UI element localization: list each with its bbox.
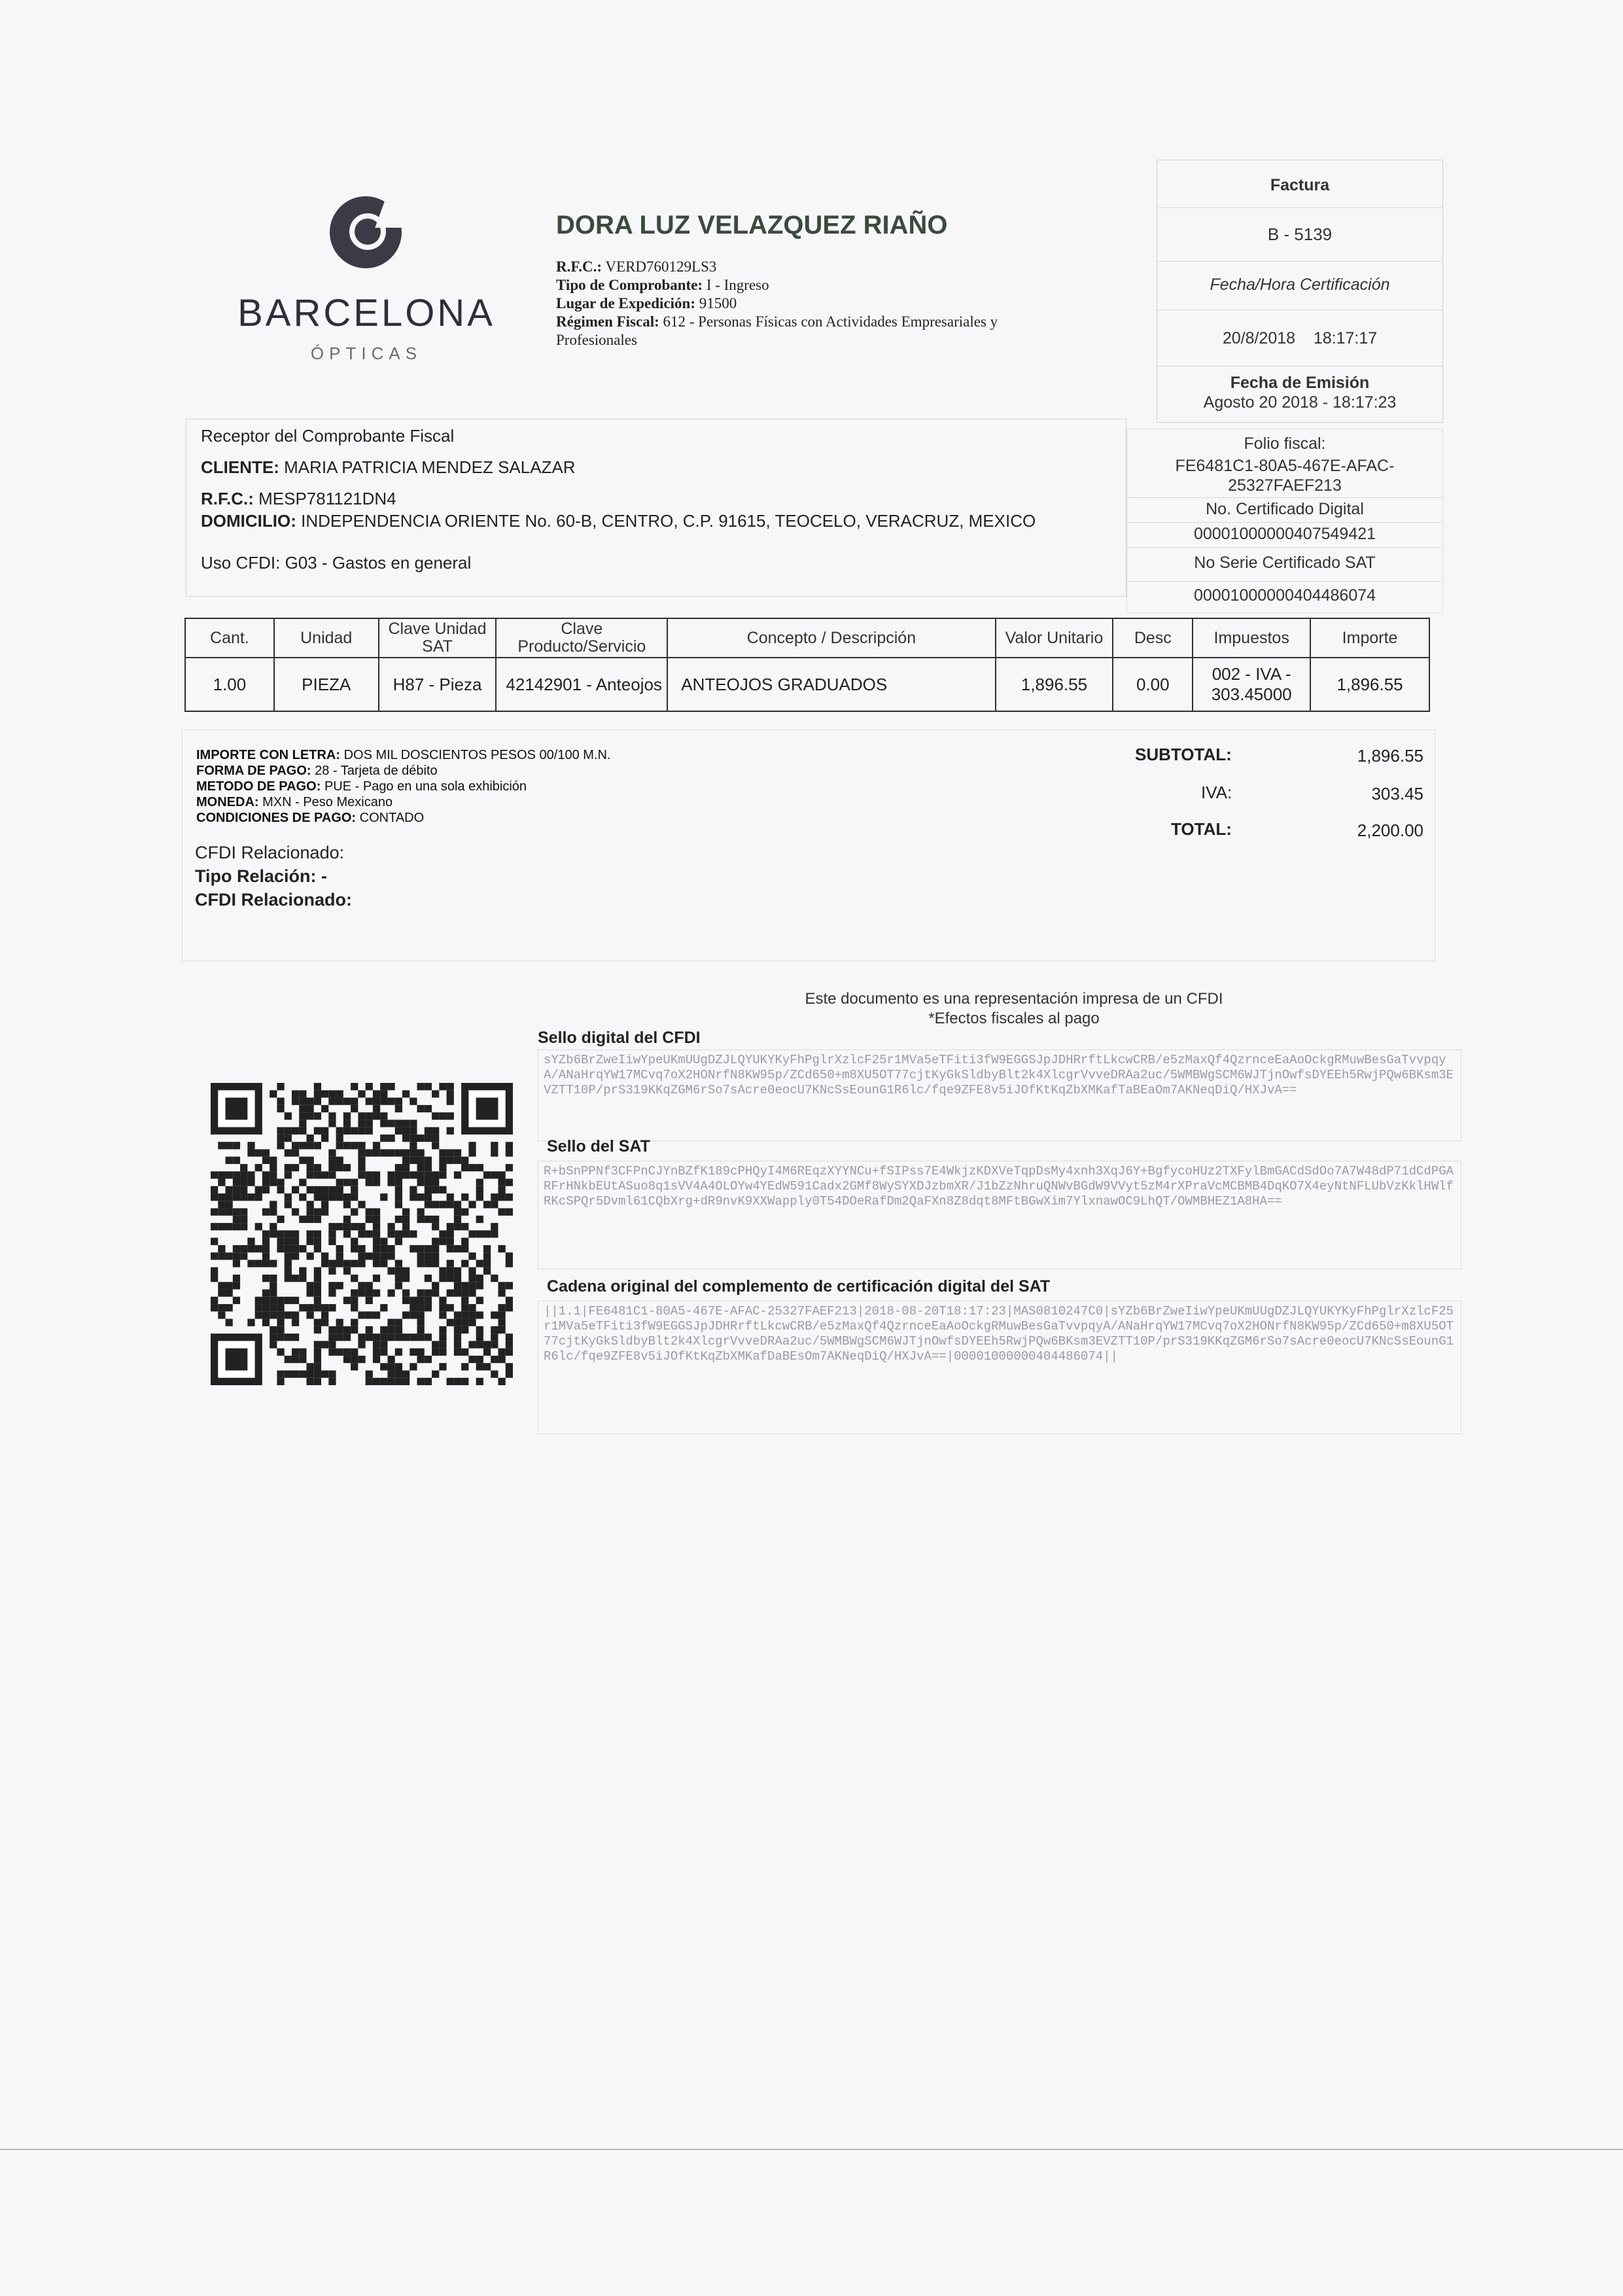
- header-impuestos: Impuestos: [1193, 618, 1310, 658]
- brand-name: BARCELONA: [237, 292, 495, 334]
- cell-cant: 1.00: [185, 658, 274, 711]
- folio-label: Folio fiscal:: [1244, 434, 1326, 453]
- issuer-name: DORA LUZ VELAZQUEZ RIAÑO: [556, 211, 948, 239]
- domicilio: INDEPENDENCIA ORIENTE No. 60-B, CENTRO, C.P. 91615, TEOCELO, VERACRUZ, MEXICO: [301, 511, 1036, 531]
- condiciones: CONTADO: [359, 811, 425, 825]
- cell-unidad: PIEZA: [274, 658, 379, 711]
- cell-valor-unitario: 1,896.55: [996, 658, 1113, 711]
- issuer-tipo: I - Ingreso: [706, 277, 769, 293]
- cliente-name: MARIA PATRICIA MENDEZ SALAZAR: [284, 457, 576, 477]
- cfdi-relacionado-title: CFDI Relacionado:: [195, 843, 345, 862]
- emision-date: Agosto 20 2018 - 18:17:23: [1203, 393, 1397, 412]
- forma-pago: 28 - Tarjeta de débito: [315, 764, 438, 778]
- folio-line1: FE6481C1-80A5-467E-AFAC-: [1175, 457, 1395, 475]
- issuer-regimen: 612 - Personas Físicas con Actividades Empresariales y Profesionales: [556, 313, 998, 348]
- condiciones-label: CONDICIONES DE PAGO:: [196, 811, 357, 825]
- iva-value: 303.45: [1371, 784, 1423, 804]
- header-clave-unidad: Clave Unidad SAT: [379, 618, 497, 658]
- cadena-original: ||1.1|FE6481C1-80A5-467E-AFAC-25327FAEF213|2018-08-20T18:17:23|MAS0810247C0|sYZb6BrZweIiwYpeUKmUUgDZJLQYUKYKyFhPglrXzlcF25r1MVa5eTFiti3fW9EGGSJpJDHRrftLkcwCRB/e5zMaxQf4QzrnceEaAoOckgRMuwBesGaTvvpqyA/ANaHrqYW17MCvq7oX2HONrfN8KW95p/ZCd650+m8XU5OT77cjtKyGkSldbyBlt2k4XlcgrVvveDRAa2uc/5WMBWgSCM6WJTjnOwfsDYEEh5RwjPQw6BKsm3EVZTT10P/prS319KKqZGM6rSo7sAcre0eocU7KNcSsEounG1R6lc/fqe9ZFE8v5iJOfKtKqZbXMKafDaBEsOm7AKNeqDiQ/HXJvA==|00001000000404486074||: [538, 1301, 1461, 1434]
- cert-digital-label: No. Certificado Digital: [1206, 500, 1364, 518]
- folio-line2: 25327FAEF213: [1228, 476, 1342, 495]
- importe-letra: DOS MIL DOSCIENTOS PESOS 00/100 M.N.: [343, 748, 611, 762]
- sello-sat: R+bSnPPNf3CFPnCJYnBZfK189cPHQyI4M6REqzXYYNCu+fSIPss7E4WkjzKDXVeTqpDsMy4xnh3XqJ6Y+BgfycoHUz2TXFylBmGACdSdOo7A7W48dP71dCdPGARFrHNkbEUtASuo8q1sVV4A4OLOYw4YEdW591Cadx2GMf8WySYXDJzbmXR/J1bZzNhruQNWvBGdW9VVyt5zM4rXPraVcMCBMB4DqKO7X4eyNtNFLUbVzKklHWlfRKcSPQr5Dvml61CQbXrg+dR9nvK9XXWapply0T54DOeRafDm2QaFXn8Z8dqt8MFtBGwXim7YlxnawOC9LhQT/OWMBHEZ1A8HA==: [538, 1161, 1461, 1269]
- header-concepto: Concepto / Descripción: [667, 618, 995, 658]
- header-valor-unitario: Valor Unitario: [996, 618, 1113, 658]
- cell-clave-unidad: H87 - Pieza: [379, 658, 497, 711]
- issuer-rfc-label: R.F.C.:: [556, 258, 602, 275]
- moneda: MXN - Peso Mexicano: [262, 795, 393, 809]
- cell-importe: 1,896.55: [1310, 658, 1429, 711]
- issuer-tipo-label: Tipo de Comprobante:: [556, 277, 703, 293]
- header-cant: Cant.: [185, 618, 274, 658]
- issuer-rfc: VERD760129LS3: [605, 258, 717, 275]
- note-line1: Este documento es una representación impresa de un CFDI: [805, 990, 1223, 1008]
- issuer-lugar-label: Lugar de Expedición:: [556, 295, 695, 311]
- emision-label: Fecha de Emisión: [1230, 374, 1370, 392]
- importe-label: IMPORTE CON LETRA:: [196, 748, 340, 762]
- note-line2: *Efectos fiscales al pago: [928, 1010, 1100, 1027]
- document-note: [654, 989, 1374, 1029]
- cert-label: Fecha/Hora Certificación: [1210, 275, 1390, 294]
- brand-subtitle: ÓPTICAS: [310, 344, 423, 363]
- serie-sat-label: No Serie Certificado SAT: [1194, 554, 1376, 572]
- header-desc: Desc: [1113, 618, 1193, 658]
- cfdi-relacionado-section: [195, 841, 352, 911]
- receptor-title: Receptor del Comprobante Fiscal: [201, 426, 455, 446]
- metodo-label: METODO DE PAGO:: [196, 779, 321, 794]
- receptor-rfc: MESP781121DN4: [258, 489, 396, 508]
- iva-label: IVA:: [1201, 783, 1232, 802]
- forma-label: FORMA DE PAGO:: [196, 764, 311, 778]
- uso-cfdi: Uso CFDI: G03 - Gastos en general: [201, 553, 472, 573]
- header-clave-producto: Clave Producto/Servicio: [496, 618, 667, 658]
- cell-concepto: ANTEOJOS GRADUADOS: [667, 658, 995, 711]
- total-label: TOTAL:: [1171, 819, 1232, 839]
- header-unidad: Unidad: [274, 618, 379, 658]
- items-table: [184, 618, 1430, 712]
- page-bottom-divider: [0, 2149, 1623, 2150]
- cfdi-relacionado: CFDI Relacionado:: [195, 890, 353, 910]
- receptor-rfc-label: R.F.C.:: [201, 489, 254, 508]
- logo-icon: [330, 196, 402, 268]
- cert-time: 18:17:17: [1313, 329, 1378, 347]
- serie-sat: 00001000000404486074: [1193, 586, 1376, 605]
- cadena-title: Cadena original del complemento de certificación digital del SAT: [547, 1277, 1051, 1296]
- metodo-pago: PUE - Pago en una sola exhibición: [324, 779, 527, 794]
- receptor-section: [186, 419, 1126, 597]
- total-value: 2,200.00: [1357, 821, 1423, 840]
- cell-impuestos: 002 - IVA - 303.45000: [1193, 658, 1310, 711]
- sello-cfdi-title: Sello digital del CFDI: [538, 1029, 701, 1047]
- subtotal-value: 1,896.55: [1357, 746, 1423, 766]
- cert-digital: 00001000000407549421: [1193, 525, 1376, 543]
- table-header-row: [185, 618, 1429, 658]
- table-row: [185, 658, 1429, 711]
- issuer-lugar: 91500: [699, 295, 737, 311]
- domicilio-label: DOMICILIO:: [201, 511, 296, 531]
- cliente-label: CLIENTE:: [201, 457, 279, 477]
- header-importe: Importe: [1310, 618, 1429, 658]
- payment-info: [196, 747, 610, 826]
- moneda-label: MONEDA:: [196, 795, 259, 809]
- sello-sat-title: Sello del SAT: [547, 1137, 650, 1156]
- issuer-info: [556, 258, 1079, 349]
- qr-code-icon: [211, 1083, 513, 1385]
- invoice-title: Factura: [1270, 176, 1330, 194]
- cell-clave-producto: 42142901 - Anteojos: [496, 658, 667, 711]
- invoice-box: [1157, 160, 1443, 423]
- subtotal-label: SUBTOTAL:: [1135, 745, 1232, 764]
- cert-datetime: [1157, 329, 1442, 348]
- folio-box: [1126, 429, 1443, 613]
- tipo-relacion: Tipo Relación: -: [195, 866, 328, 886]
- invoice-number: B - 5139: [1267, 224, 1333, 244]
- cert-date: 20/8/2018: [1222, 329, 1296, 347]
- issuer-regimen-label: Régimen Fiscal:: [556, 313, 659, 330]
- cell-desc: 0.00: [1113, 658, 1193, 711]
- sello-cfdi: sYZb6BrZweIiwYpeUKmUUgDZJLQYUKYKyFhPglrXzlcF25r1MVa5eTFiti3fW9EGGSJpJDHRrftLkcwCRB/e5zMaxQf4QzrnceEaAoOckgRMuwBesGaTvvpqyA/ANaHrqYW17MCvq7oX2HONrfN8KW95p/ZCd650+m8XU5OT77cjtKyGkSldbyBlt2k4XlcgrVvveDRAa2uc/5WMBWgSCM6WJTjnOwfsDYEEh5RwjPQw6BKsm3EVZTT10P/prS319KKqZGM6rSo7sAcre0eocU7KNcSsEounG1R6lc/fqe9ZFE8v5iJOfKtKqZbXMKafTaBEaOm7AKNeqDiQ/HXJvA==: [538, 1050, 1461, 1141]
